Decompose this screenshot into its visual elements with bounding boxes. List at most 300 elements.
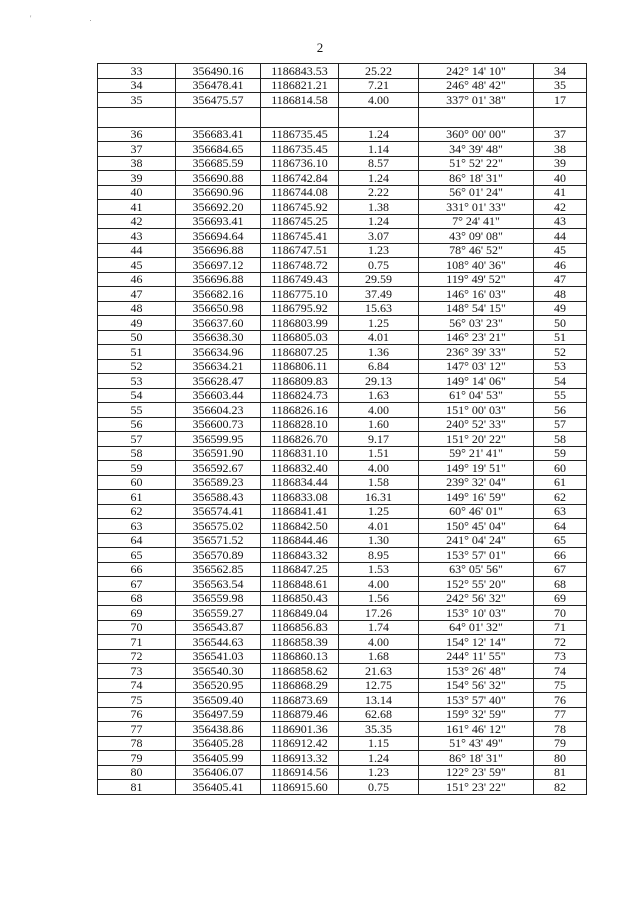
point-number-cell: 57 <box>98 432 176 447</box>
distance-cell: 9.17 <box>339 432 419 447</box>
x-coordinate-cell: 356405.99 <box>176 751 261 766</box>
y-coordinate-cell: 1186747.51 <box>261 243 339 258</box>
distance-cell: 17.26 <box>339 606 419 621</box>
distance-cell: 1.36 <box>339 345 419 360</box>
y-coordinate-cell: 1186841.41 <box>261 504 339 519</box>
point-number-cell: 62 <box>98 504 176 519</box>
table-row <box>98 664 587 679</box>
point-number-cell: 38 <box>98 156 176 171</box>
next-point-cell: 62 <box>534 490 587 505</box>
table-row <box>98 171 587 186</box>
x-coordinate-cell: 356634.96 <box>176 345 261 360</box>
distance-cell: 29.59 <box>339 272 419 287</box>
point-number-cell: 59 <box>98 461 176 476</box>
next-point-cell: 40 <box>534 171 587 186</box>
x-coordinate-cell: 356600.73 <box>176 417 261 432</box>
bearing-cell: 161° 46' 12" <box>419 722 534 737</box>
table-row <box>98 64 587 79</box>
next-point-cell: 41 <box>534 185 587 200</box>
next-point-cell: 65 <box>534 533 587 548</box>
table-row <box>98 243 587 258</box>
next-point-cell: 59 <box>534 446 587 461</box>
distance-cell: 29.13 <box>339 374 419 389</box>
bearing-cell: 154° 12' 14" <box>419 635 534 650</box>
bearing-cell: 337° 01' 38" <box>419 93 534 108</box>
table-row <box>98 461 587 476</box>
y-coordinate-cell: 1186848.61 <box>261 577 339 592</box>
table-row <box>98 229 587 244</box>
next-point-cell: 48 <box>534 287 587 302</box>
point-number-cell: 54 <box>98 388 176 403</box>
distance-cell: 4.01 <box>339 519 419 534</box>
x-coordinate-cell: 356570.89 <box>176 548 261 563</box>
distance-cell: 62.68 <box>339 707 419 722</box>
distance-cell: 1.24 <box>339 751 419 766</box>
y-coordinate-cell: 1186735.45 <box>261 127 339 142</box>
distance-cell: 12.75 <box>339 678 419 693</box>
x-coordinate-cell: 356559.98 <box>176 591 261 606</box>
x-coordinate-cell: 356478.41 <box>176 78 261 93</box>
y-coordinate-cell: 1186749.43 <box>261 272 339 287</box>
x-coordinate-cell: 356588.43 <box>176 490 261 505</box>
y-coordinate-cell: 1186795.92 <box>261 301 339 316</box>
y-coordinate-cell: 1186843.53 <box>261 64 339 79</box>
x-coordinate-cell: 356544.63 <box>176 635 261 650</box>
distance-cell: 1.74 <box>339 620 419 635</box>
next-point-cell: 60 <box>534 461 587 476</box>
table-row <box>98 562 587 577</box>
bearing-cell: 246° 48' 42" <box>419 78 534 93</box>
y-coordinate-cell: 1186833.08 <box>261 490 339 505</box>
table-row <box>98 107 587 127</box>
y-coordinate-cell: 1186826.16 <box>261 403 339 418</box>
page-number: 2 <box>316 40 324 55</box>
point-number-cell: 40 <box>98 185 176 200</box>
y-coordinate-cell: 1186842.50 <box>261 519 339 534</box>
bearing-cell: 149° 14' 06" <box>419 374 534 389</box>
bearing-cell: 244° 11' 55" <box>419 649 534 664</box>
x-coordinate-cell: 356405.41 <box>176 780 261 795</box>
table-row <box>98 707 587 722</box>
point-number-cell: 72 <box>98 649 176 664</box>
bearing-cell: 78° 46' 52" <box>419 243 534 258</box>
table-row <box>98 519 587 534</box>
table-row <box>98 620 587 635</box>
x-coordinate-cell: 356690.88 <box>176 171 261 186</box>
table-row <box>98 693 587 708</box>
next-point-cell: 61 <box>534 475 587 490</box>
scan-specks: ' . <box>30 14 120 23</box>
next-point-cell: 52 <box>534 345 587 360</box>
point-number-cell: 66 <box>98 562 176 577</box>
table-row <box>98 765 587 780</box>
next-point-cell: 67 <box>534 562 587 577</box>
x-coordinate-cell: 356406.07 <box>176 765 261 780</box>
distance-cell: 1.23 <box>339 765 419 780</box>
table-row <box>98 258 587 273</box>
point-number-cell: 36 <box>98 127 176 142</box>
point-number-cell: 42 <box>98 214 176 229</box>
distance-cell: 1.30 <box>339 533 419 548</box>
point-number-cell: 78 <box>98 736 176 751</box>
table-row <box>98 200 587 215</box>
next-point-cell: 46 <box>534 258 587 273</box>
bearing-cell: 108° 40' 36" <box>419 258 534 273</box>
x-coordinate-cell: 356696.88 <box>176 272 261 287</box>
point-number-cell: 45 <box>98 258 176 273</box>
next-point-cell: 75 <box>534 678 587 693</box>
y-coordinate-cell: 1186858.62 <box>261 664 339 679</box>
point-number-cell: 47 <box>98 287 176 302</box>
bearing-cell: 63° 05' 56" <box>419 562 534 577</box>
point-number-cell: 64 <box>98 533 176 548</box>
point-number-cell: 56 <box>98 417 176 432</box>
next-point-cell: 71 <box>534 620 587 635</box>
point-number-cell: 52 <box>98 359 176 374</box>
table-row <box>98 417 587 432</box>
next-point-cell: 70 <box>534 606 587 621</box>
next-point-cell: 64 <box>534 519 587 534</box>
x-coordinate-cell: 356405.28 <box>176 736 261 751</box>
distance-cell: 15.63 <box>339 301 419 316</box>
bearing-cell: 236° 39' 33" <box>419 345 534 360</box>
next-point-cell: 42 <box>534 200 587 215</box>
next-point-cell: 37 <box>534 127 587 142</box>
y-coordinate-cell: 1186824.73 <box>261 388 339 403</box>
bearing-cell: 241° 04' 24" <box>419 533 534 548</box>
x-coordinate-cell: 356696.88 <box>176 243 261 258</box>
next-point-cell: 78 <box>534 722 587 737</box>
bearing-cell: 153° 26' 48" <box>419 664 534 679</box>
distance-cell: 1.25 <box>339 316 419 331</box>
point-number-cell: 39 <box>98 171 176 186</box>
table-row <box>98 214 587 229</box>
table-row <box>98 649 587 664</box>
y-coordinate-cell: 1186847.25 <box>261 562 339 577</box>
x-coordinate-cell: 356690.96 <box>176 185 261 200</box>
bearing-cell: 34° 39' 48" <box>419 142 534 157</box>
x-coordinate-cell: 356475.57 <box>176 93 261 108</box>
next-point-cell: 68 <box>534 577 587 592</box>
bearing-cell: 149° 19' 51" <box>419 461 534 476</box>
y-coordinate-cell: 1186913.32 <box>261 751 339 766</box>
table-row <box>98 345 587 360</box>
point-number-cell: 81 <box>98 780 176 795</box>
y-coordinate-cell: 1186860.13 <box>261 649 339 664</box>
next-point-cell: 53 <box>534 359 587 374</box>
bearing-cell: 240° 52' 33" <box>419 417 534 432</box>
y-coordinate-cell: 1186858.39 <box>261 635 339 650</box>
y-coordinate-cell: 1186915.60 <box>261 780 339 795</box>
point-number-cell: 33 <box>98 64 176 79</box>
table-row <box>98 577 587 592</box>
next-point-cell: 77 <box>534 707 587 722</box>
y-coordinate-cell: 1186844.46 <box>261 533 339 548</box>
y-coordinate-cell: 1186828.10 <box>261 417 339 432</box>
distance-cell: 8.95 <box>339 548 419 563</box>
point-number-cell: 41 <box>98 200 176 215</box>
x-coordinate-cell: 356589.23 <box>176 475 261 490</box>
bearing-cell: 153° 57' 40" <box>419 693 534 708</box>
point-number-cell: 55 <box>98 403 176 418</box>
distance-cell: 7.21 <box>339 78 419 93</box>
table-row <box>98 533 587 548</box>
y-coordinate-cell: 1186745.92 <box>261 200 339 215</box>
y-coordinate-cell: 1186745.25 <box>261 214 339 229</box>
next-point-cell: 80 <box>534 751 587 766</box>
x-coordinate-cell: 356591.90 <box>176 446 261 461</box>
point-number-cell: 79 <box>98 751 176 766</box>
x-coordinate-cell: 356694.64 <box>176 229 261 244</box>
distance-cell: 1.60 <box>339 417 419 432</box>
distance-cell: 1.68 <box>339 649 419 664</box>
table-row <box>98 591 587 606</box>
x-coordinate-cell: 356650.98 <box>176 301 261 316</box>
bearing-cell: 64° 01' 32" <box>419 620 534 635</box>
y-coordinate-cell: 1186814.58 <box>261 93 339 108</box>
y-coordinate-cell: 1186744.08 <box>261 185 339 200</box>
table-row <box>98 156 587 171</box>
table-row <box>98 736 587 751</box>
point-number-cell: 70 <box>98 620 176 635</box>
table-row <box>98 78 587 93</box>
table-row <box>98 722 587 737</box>
bearing-cell: 59° 21' 41" <box>419 446 534 461</box>
y-coordinate-cell <box>261 107 339 127</box>
bearing-cell: 61° 04' 53" <box>419 388 534 403</box>
distance-cell: 21.63 <box>339 664 419 679</box>
point-number-cell: 73 <box>98 664 176 679</box>
next-point-cell: 63 <box>534 504 587 519</box>
point-number-cell: 58 <box>98 446 176 461</box>
next-point-cell: 54 <box>534 374 587 389</box>
y-coordinate-cell: 1186807.25 <box>261 345 339 360</box>
point-number-cell: 44 <box>98 243 176 258</box>
table-row <box>98 185 587 200</box>
x-coordinate-cell: 356509.40 <box>176 693 261 708</box>
table-row <box>98 751 587 766</box>
table-row <box>98 475 587 490</box>
point-number-cell: 34 <box>98 78 176 93</box>
x-coordinate-cell: 356543.87 <box>176 620 261 635</box>
point-number-cell: 69 <box>98 606 176 621</box>
distance-cell <box>339 107 419 127</box>
y-coordinate-cell: 1186831.10 <box>261 446 339 461</box>
next-point-cell: 43 <box>534 214 587 229</box>
distance-cell: 1.51 <box>339 446 419 461</box>
next-point-cell: 76 <box>534 693 587 708</box>
bearing-cell: 56° 03' 23" <box>419 316 534 331</box>
point-number-cell: 35 <box>98 93 176 108</box>
point-number-cell: 46 <box>98 272 176 287</box>
next-point-cell: 49 <box>534 301 587 316</box>
x-coordinate-cell: 356692.20 <box>176 200 261 215</box>
bearing-cell: 151° 00' 03" <box>419 403 534 418</box>
x-coordinate-cell: 356685.59 <box>176 156 261 171</box>
point-number-cell: 75 <box>98 693 176 708</box>
distance-cell: 1.58 <box>339 475 419 490</box>
x-coordinate-cell: 356638.30 <box>176 330 261 345</box>
next-point-cell: 17 <box>534 93 587 108</box>
distance-cell: 1.23 <box>339 243 419 258</box>
y-coordinate-cell: 1186826.70 <box>261 432 339 447</box>
point-number-cell: 80 <box>98 765 176 780</box>
table-row <box>98 142 587 157</box>
point-number-cell: 77 <box>98 722 176 737</box>
next-point-cell: 72 <box>534 635 587 650</box>
bearing-cell: 242° 14' 10" <box>419 64 534 79</box>
point-number-cell: 74 <box>98 678 176 693</box>
bearing-cell: 119° 49' 52" <box>419 272 534 287</box>
table-row <box>98 635 587 650</box>
distance-cell: 4.00 <box>339 461 419 476</box>
point-number-cell: 65 <box>98 548 176 563</box>
point-number-cell: 48 <box>98 301 176 316</box>
bearing-cell: 239° 32' 04" <box>419 475 534 490</box>
bearing-cell: 146° 16' 03" <box>419 287 534 302</box>
distance-cell: 0.75 <box>339 780 419 795</box>
bearing-cell: 51° 52' 22" <box>419 156 534 171</box>
next-point-cell: 66 <box>534 548 587 563</box>
point-number-cell: 49 <box>98 316 176 331</box>
table-row <box>98 359 587 374</box>
x-coordinate-cell: 356575.02 <box>176 519 261 534</box>
table-row <box>98 316 587 331</box>
distance-cell: 1.53 <box>339 562 419 577</box>
table-row <box>98 432 587 447</box>
table-row <box>98 272 587 287</box>
x-coordinate-cell: 356571.52 <box>176 533 261 548</box>
x-coordinate-cell: 356540.30 <box>176 664 261 679</box>
y-coordinate-cell: 1186912.42 <box>261 736 339 751</box>
point-number-cell: 50 <box>98 330 176 345</box>
x-coordinate-cell: 356520.95 <box>176 678 261 693</box>
x-coordinate-cell: 356634.21 <box>176 359 261 374</box>
point-number-cell: 76 <box>98 707 176 722</box>
x-coordinate-cell <box>176 107 261 127</box>
next-point-cell: 81 <box>534 765 587 780</box>
bearing-cell: 159° 32' 59" <box>419 707 534 722</box>
next-point-cell: 82 <box>534 780 587 795</box>
next-point-cell: 57 <box>534 417 587 432</box>
x-coordinate-cell: 356541.03 <box>176 649 261 664</box>
distance-cell: 4.00 <box>339 577 419 592</box>
table-row <box>98 287 587 302</box>
y-coordinate-cell: 1186806.11 <box>261 359 339 374</box>
distance-cell: 4.00 <box>339 635 419 650</box>
bearing-cell: 331° 01' 33" <box>419 200 534 215</box>
point-number-cell: 63 <box>98 519 176 534</box>
y-coordinate-cell: 1186775.10 <box>261 287 339 302</box>
y-coordinate-cell: 1186873.69 <box>261 693 339 708</box>
y-coordinate-cell: 1186849.04 <box>261 606 339 621</box>
bearing-cell: 56° 01' 24" <box>419 185 534 200</box>
bearing-cell: 151° 20' 22" <box>419 432 534 447</box>
distance-cell: 1.24 <box>339 127 419 142</box>
bearing-cell: 242° 56' 32" <box>419 591 534 606</box>
bearing-cell: 153° 10' 03" <box>419 606 534 621</box>
table-row <box>98 606 587 621</box>
x-coordinate-cell: 356599.95 <box>176 432 261 447</box>
bearing-cell: 43° 09' 08" <box>419 229 534 244</box>
distance-cell: 4.00 <box>339 93 419 108</box>
distance-cell: 1.56 <box>339 591 419 606</box>
bearing-cell: 86° 18' 31" <box>419 171 534 186</box>
next-point-cell: 38 <box>534 142 587 157</box>
y-coordinate-cell: 1186850.43 <box>261 591 339 606</box>
x-coordinate-cell: 356693.41 <box>176 214 261 229</box>
next-point-cell: 56 <box>534 403 587 418</box>
next-point-cell: 39 <box>534 156 587 171</box>
x-coordinate-cell: 356559.27 <box>176 606 261 621</box>
x-coordinate-cell: 356684.65 <box>176 142 261 157</box>
bearing-cell: 153° 57' 01" <box>419 548 534 563</box>
distance-cell: 1.14 <box>339 142 419 157</box>
x-coordinate-cell: 356628.47 <box>176 374 261 389</box>
next-point-cell: 34 <box>534 64 587 79</box>
bearing-cell: 151° 23' 22" <box>419 780 534 795</box>
bearing-cell: 360° 00' 00" <box>419 127 534 142</box>
point-number-cell: 60 <box>98 475 176 490</box>
next-point-cell: 35 <box>534 78 587 93</box>
bearing-cell: 154° 56' 32" <box>419 678 534 693</box>
distance-cell: 1.25 <box>339 504 419 519</box>
distance-cell: 13.14 <box>339 693 419 708</box>
point-number-cell: 51 <box>98 345 176 360</box>
bearing-cell <box>419 107 534 127</box>
x-coordinate-cell: 356562.85 <box>176 562 261 577</box>
next-point-cell: 51 <box>534 330 587 345</box>
x-coordinate-cell: 356683.41 <box>176 127 261 142</box>
distance-cell: 1.24 <box>339 171 419 186</box>
x-coordinate-cell: 356604.23 <box>176 403 261 418</box>
x-coordinate-cell: 356438.86 <box>176 722 261 737</box>
table-row <box>98 678 587 693</box>
y-coordinate-cell: 1186834.44 <box>261 475 339 490</box>
bearing-cell: 122° 23' 59" <box>419 765 534 780</box>
point-number-cell: 68 <box>98 591 176 606</box>
distance-cell: 25.22 <box>339 64 419 79</box>
table-row <box>98 330 587 345</box>
x-coordinate-cell: 356682.16 <box>176 287 261 302</box>
bearing-cell: 51° 43' 49" <box>419 736 534 751</box>
x-coordinate-cell: 356697.12 <box>176 258 261 273</box>
bearing-cell: 152° 55' 20" <box>419 577 534 592</box>
distance-cell: 35.35 <box>339 722 419 737</box>
point-number-cell: 67 <box>98 577 176 592</box>
bearing-cell: 60° 46' 01" <box>419 504 534 519</box>
x-coordinate-cell: 356592.67 <box>176 461 261 476</box>
table-row <box>98 374 587 389</box>
point-number-cell: 53 <box>98 374 176 389</box>
next-point-cell: 47 <box>534 272 587 287</box>
y-coordinate-cell: 1186843.32 <box>261 548 339 563</box>
y-coordinate-cell: 1186809.83 <box>261 374 339 389</box>
x-coordinate-cell: 356603.44 <box>176 388 261 403</box>
distance-cell: 4.01 <box>339 330 419 345</box>
y-coordinate-cell: 1186868.29 <box>261 678 339 693</box>
y-coordinate-cell: 1186821.21 <box>261 78 339 93</box>
point-number-cell: 43 <box>98 229 176 244</box>
distance-cell: 6.84 <box>339 359 419 374</box>
distance-cell: 3.07 <box>339 229 419 244</box>
x-coordinate-cell: 356563.54 <box>176 577 261 592</box>
table-row <box>98 490 587 505</box>
coordinates-table <box>97 63 587 795</box>
distance-cell: 4.00 <box>339 403 419 418</box>
next-point-cell: 44 <box>534 229 587 244</box>
next-point-cell: 58 <box>534 432 587 447</box>
